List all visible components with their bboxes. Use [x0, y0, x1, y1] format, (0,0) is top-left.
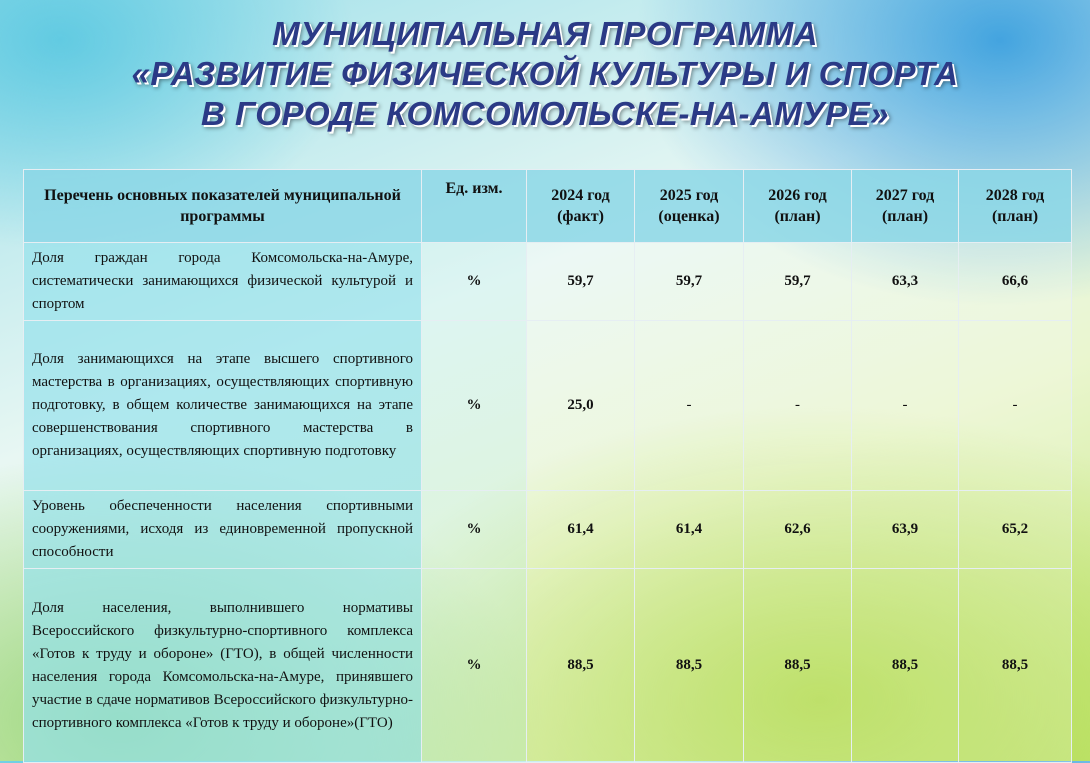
header-2026: 2026 год (план) [744, 170, 852, 243]
header-2024: 2024 год (факт) [527, 170, 635, 243]
value-cell-2028: 88,5 [959, 569, 1072, 763]
header-2025: 2025 год (оценка) [635, 170, 744, 243]
value-cell-2028: 65,2 [959, 491, 1072, 569]
indicators-table [23, 169, 1072, 763]
value-cell-2026: 88,5 [744, 569, 852, 763]
unit-cell: % [422, 321, 527, 491]
header-2027: 2027 год (план) [852, 170, 959, 243]
value-cell-2026: 62,6 [744, 491, 852, 569]
unit-cell: % [422, 491, 527, 569]
table-row [24, 491, 1072, 569]
value-cell-2025: - [635, 321, 744, 491]
header-indicator: Перечень основных показателей муниципальной программы [24, 170, 422, 243]
table-row [24, 243, 1072, 321]
table-header-row [24, 170, 1072, 243]
value-cell-2024: 61,4 [527, 491, 635, 569]
value-cell-2026: - [744, 321, 852, 491]
table-row [24, 321, 1072, 491]
indicator-cell: Уровень обеспеченности населения спортивными сооружениями, исходя из единовременной пропускной способности [24, 491, 422, 569]
unit-cell: % [422, 569, 527, 763]
value-cell-2024: 25,0 [527, 321, 635, 491]
header-unit: Ед. изм. [422, 170, 527, 243]
value-cell-2028: - [959, 321, 1072, 491]
value-cell-2024: 88,5 [527, 569, 635, 763]
value-cell-2025: 59,7 [635, 243, 744, 321]
indicator-cell: Доля граждан города Комсомольска-на-Амуре, систематически занимающихся физической культурой и спортом [24, 243, 422, 321]
value-cell-2028: 66,6 [959, 243, 1072, 321]
indicator-cell: Доля населения, выполнившего нормативы Всероссийского физкультурно-спортивного комплекса «Готов к труду и обороне» (ГТО), в общей численности населения города Комсомольска-на-Амуре, принявшего участие в сдаче нормативов Всероссийского физкультурно-спортивного комплекса «Готов к труду и обороне»(ГТО) [24, 569, 422, 763]
indicator-cell: Доля занимающихся на этапе высшего спортивного мастерства в организациях, осуществляющих спортивную подготовку, в общем количестве занимающихся на этапе совершенствования спортивного мастерства в организациях, осуществляющих спортивную подготовку [24, 321, 422, 491]
header-2028: 2028 год (план) [959, 170, 1072, 243]
unit-cell: % [422, 243, 527, 321]
value-cell-2024: 59,7 [527, 243, 635, 321]
value-cell-2027: 63,9 [852, 491, 959, 569]
value-cell-2026: 59,7 [744, 243, 852, 321]
title-line-2: «РАЗВИТИЕ ФИЗИЧЕСКОЙ КУЛЬТУРЫ И СПОРТА [131, 55, 959, 92]
value-cell-2025: 61,4 [635, 491, 744, 569]
value-cell-2025: 88,5 [635, 569, 744, 763]
value-cell-2027: 88,5 [852, 569, 959, 763]
value-cell-2027: 63,3 [852, 243, 959, 321]
table-row [24, 569, 1072, 763]
title-line-1: МУНИЦИПАЛЬНАЯ ПРОГРАММА [272, 15, 818, 52]
title-line-3: В ГОРОДЕ КОМСОМОЛЬСКЕ-НА-АМУРЕ» [200, 95, 890, 132]
page-title [0, 14, 1090, 134]
value-cell-2027: - [852, 321, 959, 491]
